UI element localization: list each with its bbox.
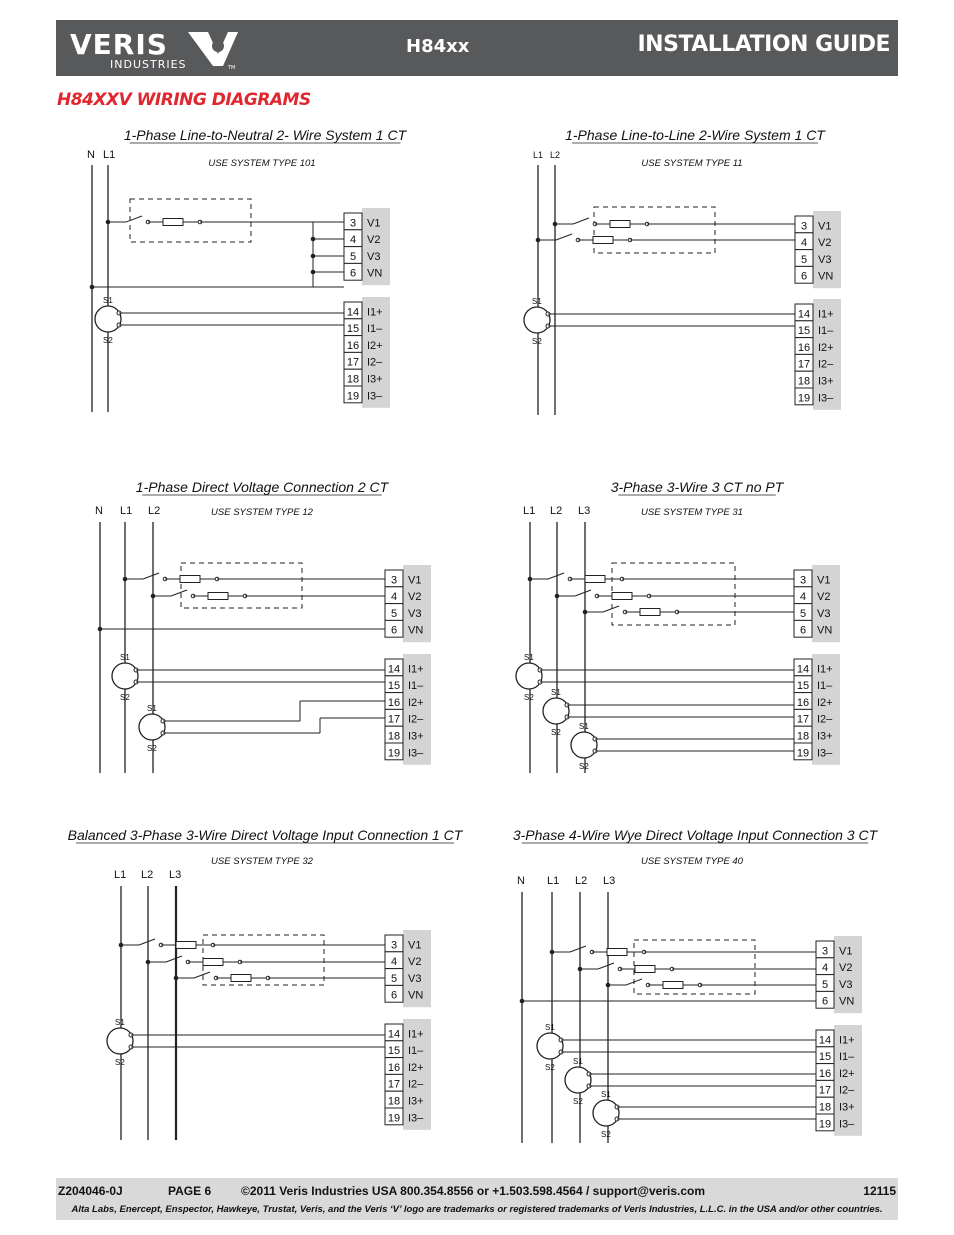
junction-dot xyxy=(98,627,103,632)
terminal-number: 14 xyxy=(346,306,360,319)
diagram-title: Balanced 3-Phase 3-Wire Direct Voltage Input Connection 1 CT xyxy=(67,827,463,843)
ct-label-s1: S1 xyxy=(120,653,130,662)
terminal-label: VN xyxy=(367,267,383,280)
ct-label-s2: S2 xyxy=(524,693,534,702)
line-label: L1 xyxy=(523,505,536,517)
wire xyxy=(548,573,564,579)
current-transformer xyxy=(112,663,138,689)
terminal-label: V3 xyxy=(408,972,422,985)
line-label: N xyxy=(517,875,525,887)
wire xyxy=(573,218,589,224)
current-transformer xyxy=(565,1067,591,1093)
terminal-label: VN xyxy=(818,270,834,283)
ct-label-s2: S2 xyxy=(551,728,561,737)
terminal-label: VN xyxy=(408,624,424,637)
wire xyxy=(194,972,210,978)
junction-dot xyxy=(311,237,316,242)
terminal-number: 15 xyxy=(796,680,810,693)
junction-dot xyxy=(606,983,611,988)
terminal-number: 17 xyxy=(387,713,401,726)
system-type-label: USE SYSTEM TYPE 40 xyxy=(641,856,743,867)
terminal-label: I3– xyxy=(818,392,834,405)
terminal-number: 6 xyxy=(390,624,398,637)
ct-label-s2: S2 xyxy=(120,693,130,702)
junction-dot xyxy=(106,220,111,225)
terminal-label: I1– xyxy=(818,325,834,338)
terminal-number: 17 xyxy=(796,713,810,726)
terminal-number: 5 xyxy=(799,607,807,620)
fuse-symbol xyxy=(607,949,627,956)
junction-dot xyxy=(90,285,95,290)
terminal-label: I2+ xyxy=(408,1061,424,1074)
terminal-number: 3 xyxy=(390,939,398,952)
terminal-label: VN xyxy=(408,989,424,1002)
terminal-label: V2 xyxy=(839,962,853,975)
wire xyxy=(575,590,591,596)
terminal-label: VN xyxy=(839,995,855,1008)
terminal-number: 19 xyxy=(387,1112,401,1125)
wire xyxy=(598,963,614,969)
junction-dot xyxy=(123,577,128,582)
terminal-label: V1 xyxy=(408,939,422,952)
contact-info: ©2011 Veris Industries USA 800.354.8556 or +1.503.598.4564 / support@veris.com xyxy=(241,1184,706,1198)
ct-label-s2: S2 xyxy=(601,1130,611,1139)
terminal-number: 5 xyxy=(390,972,398,985)
current-transformer xyxy=(516,663,542,689)
junction-dot xyxy=(151,594,156,599)
terminal-label: I2– xyxy=(817,713,833,726)
terminal-number: 16 xyxy=(797,341,811,354)
terminal-number: 16 xyxy=(818,1067,832,1080)
diagram-title: 3-Phase 4-Wire Wye Direct Voltage Input Connection 3 CT xyxy=(512,827,878,843)
system-type-label: USE SYSTEM TYPE 11 xyxy=(641,158,743,169)
terminal-label: I1– xyxy=(408,1045,424,1058)
line-label: L1 xyxy=(103,149,116,161)
terminal-label: I3– xyxy=(408,1112,424,1125)
current-transformer xyxy=(107,1028,133,1054)
wire xyxy=(556,234,572,240)
current-transformer xyxy=(139,714,165,740)
terminal-number: 14 xyxy=(797,308,811,321)
wire xyxy=(570,946,586,952)
line-label: N xyxy=(87,149,95,161)
terminal-number: 14 xyxy=(818,1034,832,1047)
diagram-title: 1-Phase Direct Voltage Connection 2 CT xyxy=(135,479,389,495)
terminal-number: 18 xyxy=(346,373,360,386)
terminal-label: I1+ xyxy=(817,663,833,676)
terminal-label: I2– xyxy=(408,1078,424,1091)
terminal-number: 6 xyxy=(821,995,829,1008)
terminal-label: I1– xyxy=(839,1051,855,1064)
fuse-symbol xyxy=(612,593,632,600)
line-label: N xyxy=(95,505,103,517)
terminal-label: I1+ xyxy=(408,1028,424,1041)
terminal-number: 3 xyxy=(821,945,829,958)
terminal-number: 6 xyxy=(349,267,357,280)
terminal-number: 19 xyxy=(346,390,360,403)
terminal-label: I2+ xyxy=(367,339,383,352)
wire xyxy=(143,573,159,579)
terminal-number: 4 xyxy=(800,237,808,250)
terminal-number: 3 xyxy=(799,574,807,587)
ct-label-s1: S1 xyxy=(573,1057,583,1066)
terminal-number: 18 xyxy=(818,1101,832,1114)
svg-text:VERIS: VERIS xyxy=(70,28,168,61)
junction-dot xyxy=(550,950,555,955)
fuse-symbol xyxy=(593,237,613,244)
wire xyxy=(171,590,187,596)
terminal-number: 16 xyxy=(796,696,810,709)
terminal-label: V2 xyxy=(367,234,381,247)
terminal-label: V3 xyxy=(817,607,831,620)
fuse-symbol xyxy=(585,576,605,583)
terminal-label: V1 xyxy=(839,945,853,958)
terminal-number: 14 xyxy=(387,1028,401,1041)
terminal-label: I2– xyxy=(818,358,834,371)
ct-label-s1: S1 xyxy=(103,296,113,305)
fuse-enclosure xyxy=(594,207,715,253)
fuse-symbol xyxy=(180,576,200,583)
fuse-symbol xyxy=(208,593,228,600)
terminal-label: V2 xyxy=(817,591,831,604)
line-label: L1 xyxy=(120,505,133,517)
line-label: L2 xyxy=(148,505,161,517)
fuse-symbol xyxy=(231,975,251,982)
terminal-number: 17 xyxy=(387,1078,401,1091)
terminal-label: I1+ xyxy=(818,308,834,321)
terminal-number: 4 xyxy=(349,234,357,247)
ct-label-s2: S2 xyxy=(147,744,157,753)
line-label: L2 xyxy=(550,150,561,160)
junction-dot xyxy=(174,976,179,981)
system-type-label: USE SYSTEM TYPE 101 xyxy=(208,158,316,169)
ct-label-s2: S2 xyxy=(573,1097,583,1106)
terminal-label: V2 xyxy=(408,591,422,604)
junction-dot xyxy=(520,999,525,1004)
current-transformer xyxy=(537,1033,563,1059)
diagram-title: 3-Phase 3-Wire 3 CT no PT xyxy=(610,479,784,495)
terminal-label: I2+ xyxy=(408,696,424,709)
page-footer xyxy=(56,1178,898,1220)
terminal-label: I1– xyxy=(817,680,833,693)
terminal-number: 6 xyxy=(800,270,808,283)
terminal-label: I3– xyxy=(839,1118,855,1131)
ct-label-s2: S2 xyxy=(579,762,589,771)
terminal-label: VN xyxy=(817,624,833,637)
terminal-number: 14 xyxy=(796,663,810,676)
terminal-number: 15 xyxy=(797,325,811,338)
line-label: L1 xyxy=(547,875,560,887)
terminal-label: I3+ xyxy=(367,373,383,386)
wire xyxy=(166,956,182,962)
ct-label-s2: S2 xyxy=(115,1058,125,1067)
line-label: L1 xyxy=(114,869,127,881)
section-title: H84XXV WIRING DIAGRAMS xyxy=(57,90,311,110)
junction-dot xyxy=(311,270,316,275)
terminal-label: I2+ xyxy=(839,1067,855,1080)
terminal-label: I3– xyxy=(367,390,383,403)
terminal-label: I1– xyxy=(367,323,383,336)
terminal-number: 15 xyxy=(818,1051,832,1064)
terminal-label: I1+ xyxy=(408,663,424,676)
junction-dot xyxy=(146,960,151,965)
terminal-label: V1 xyxy=(818,220,832,233)
terminal-label: I3+ xyxy=(408,1095,424,1108)
terminal-label: V1 xyxy=(817,574,831,587)
terminal-number: 16 xyxy=(387,696,401,709)
terminal-number: 18 xyxy=(797,375,811,388)
ct-label-s1: S1 xyxy=(532,297,542,306)
ct-label-s1: S1 xyxy=(545,1023,555,1032)
junction-dot xyxy=(119,943,124,948)
terminal-number: 14 xyxy=(387,663,401,676)
wire xyxy=(126,216,142,222)
terminal-label: I3– xyxy=(408,747,424,760)
svg-text:INDUSTRIES: INDUSTRIES xyxy=(110,58,187,71)
model-number: H84xx xyxy=(406,36,470,57)
doc-code: 12115 xyxy=(863,1184,896,1198)
fuse-symbol xyxy=(203,959,223,966)
terminal-number: 15 xyxy=(387,1045,401,1058)
line-label: L2 xyxy=(550,505,563,517)
ct-label-s2: S2 xyxy=(103,336,113,345)
terminal-number: 17 xyxy=(797,358,811,371)
terminal-number: 15 xyxy=(346,323,360,336)
terminal-label: V3 xyxy=(408,607,422,620)
fuse-symbol xyxy=(663,982,683,989)
terminal-number: 18 xyxy=(796,730,810,743)
junction-dot xyxy=(311,254,316,259)
terminal-label: V1 xyxy=(408,574,422,587)
terminal-label: I1– xyxy=(408,680,424,693)
terminal-number: 16 xyxy=(387,1061,401,1074)
fuse-symbol xyxy=(163,219,183,226)
ct-label-s1: S1 xyxy=(551,688,561,697)
junction-dot xyxy=(578,967,583,972)
terminal-number: 5 xyxy=(390,607,398,620)
terminal-label: I1+ xyxy=(839,1034,855,1047)
document-type: INSTALLATION GUIDE xyxy=(637,32,890,57)
terminal-number: 19 xyxy=(387,747,401,760)
terminal-number: 4 xyxy=(390,956,398,969)
line-label: L3 xyxy=(578,505,591,517)
junction-dot xyxy=(555,594,560,599)
line-label: L3 xyxy=(169,869,182,881)
terminal-number: 18 xyxy=(387,730,401,743)
terminal-label: V3 xyxy=(367,250,381,263)
terminal-number: 6 xyxy=(390,989,398,1002)
wire xyxy=(139,939,155,945)
ct-label-s2: S2 xyxy=(532,337,542,346)
terminal-label: I2+ xyxy=(818,341,834,354)
svg-text:TM: TM xyxy=(228,65,236,71)
terminal-number: 15 xyxy=(387,680,401,693)
ct-label-s1: S1 xyxy=(147,704,157,713)
current-transformer xyxy=(571,732,597,758)
terminal-label: I3+ xyxy=(839,1101,855,1114)
terminal-number: 3 xyxy=(390,574,398,587)
terminal-number: 3 xyxy=(349,217,357,230)
current-transformer xyxy=(543,698,569,724)
doc-number: Z204046-0J xyxy=(58,1184,123,1198)
current-transformer xyxy=(95,306,121,332)
fuse-enclosure xyxy=(181,563,302,608)
terminal-label: V2 xyxy=(818,237,832,250)
line-label: L2 xyxy=(575,875,588,887)
terminal-label: I2– xyxy=(367,356,383,369)
fuse-symbol xyxy=(610,221,630,228)
trademark-notice: Alta Labs, Enercept, Enspector, Hawkeye, Trustat, Veris, and the Veris ‘V’ logo are trademarks or registered trademarks of Veris Industries, L.L.C. in the USA and/or other countries. xyxy=(71,1204,883,1215)
terminal-label: I1+ xyxy=(367,306,383,319)
line-label: L1 xyxy=(533,150,544,160)
current-transformer xyxy=(524,307,550,333)
terminal-number: 6 xyxy=(799,624,807,637)
terminal-label: I2– xyxy=(839,1084,855,1097)
line-label: L2 xyxy=(141,869,154,881)
terminal-label: V3 xyxy=(839,978,853,991)
terminal-label: I3– xyxy=(817,747,833,760)
terminal-number: 5 xyxy=(349,250,357,263)
terminal-number: 3 xyxy=(800,220,808,233)
terminal-number: 18 xyxy=(387,1095,401,1108)
terminal-label: I3+ xyxy=(817,730,833,743)
terminal-number: 17 xyxy=(346,356,360,369)
wire xyxy=(603,606,619,612)
terminal-label: V1 xyxy=(367,217,381,230)
ct-label-s1: S1 xyxy=(579,722,589,731)
terminal-number: 4 xyxy=(390,591,398,604)
system-type-label: USE SYSTEM TYPE 32 xyxy=(211,856,313,867)
ct-label-s2: S2 xyxy=(545,1063,555,1072)
diagram-title: 1-Phase Line-to-Neutral 2- Wire System 1 CT xyxy=(123,127,407,143)
terminal-label: I2+ xyxy=(817,696,833,709)
terminal-number: 16 xyxy=(346,339,360,352)
line-label: L3 xyxy=(603,875,616,887)
terminal-number: 19 xyxy=(796,747,810,760)
ct-label-s1: S1 xyxy=(524,653,534,662)
system-type-label: USE SYSTEM TYPE 12 xyxy=(211,507,313,518)
terminal-number: 4 xyxy=(821,962,829,975)
fuse-symbol xyxy=(640,609,660,616)
current-transformer xyxy=(593,1100,619,1126)
terminal-label: I3+ xyxy=(818,375,834,388)
terminal-number: 4 xyxy=(799,591,807,604)
terminal-number: 19 xyxy=(818,1118,832,1131)
ct-label-s1: S1 xyxy=(115,1018,125,1027)
fuse-symbol xyxy=(635,966,655,973)
junction-dot xyxy=(528,577,533,582)
page-number: PAGE 6 xyxy=(168,1184,212,1198)
fuse-symbol xyxy=(176,942,196,949)
junction-dot xyxy=(553,222,558,227)
terminal-label: I2– xyxy=(408,713,424,726)
junction-dot xyxy=(536,238,541,243)
terminal-number: 17 xyxy=(818,1084,832,1097)
terminal-label: I3+ xyxy=(408,730,424,743)
system-type-label: USE SYSTEM TYPE 31 xyxy=(641,507,743,518)
terminal-number: 5 xyxy=(821,978,829,991)
terminal-label: V3 xyxy=(818,253,832,266)
terminal-number: 19 xyxy=(797,392,811,405)
ct-label-s1: S1 xyxy=(601,1090,611,1099)
terminal-number: 5 xyxy=(800,253,808,266)
junction-dot xyxy=(583,610,588,615)
diagram-title: 1-Phase Line-to-Line 2-Wire System 1 CT xyxy=(565,127,825,143)
terminal-label: V2 xyxy=(408,956,422,969)
